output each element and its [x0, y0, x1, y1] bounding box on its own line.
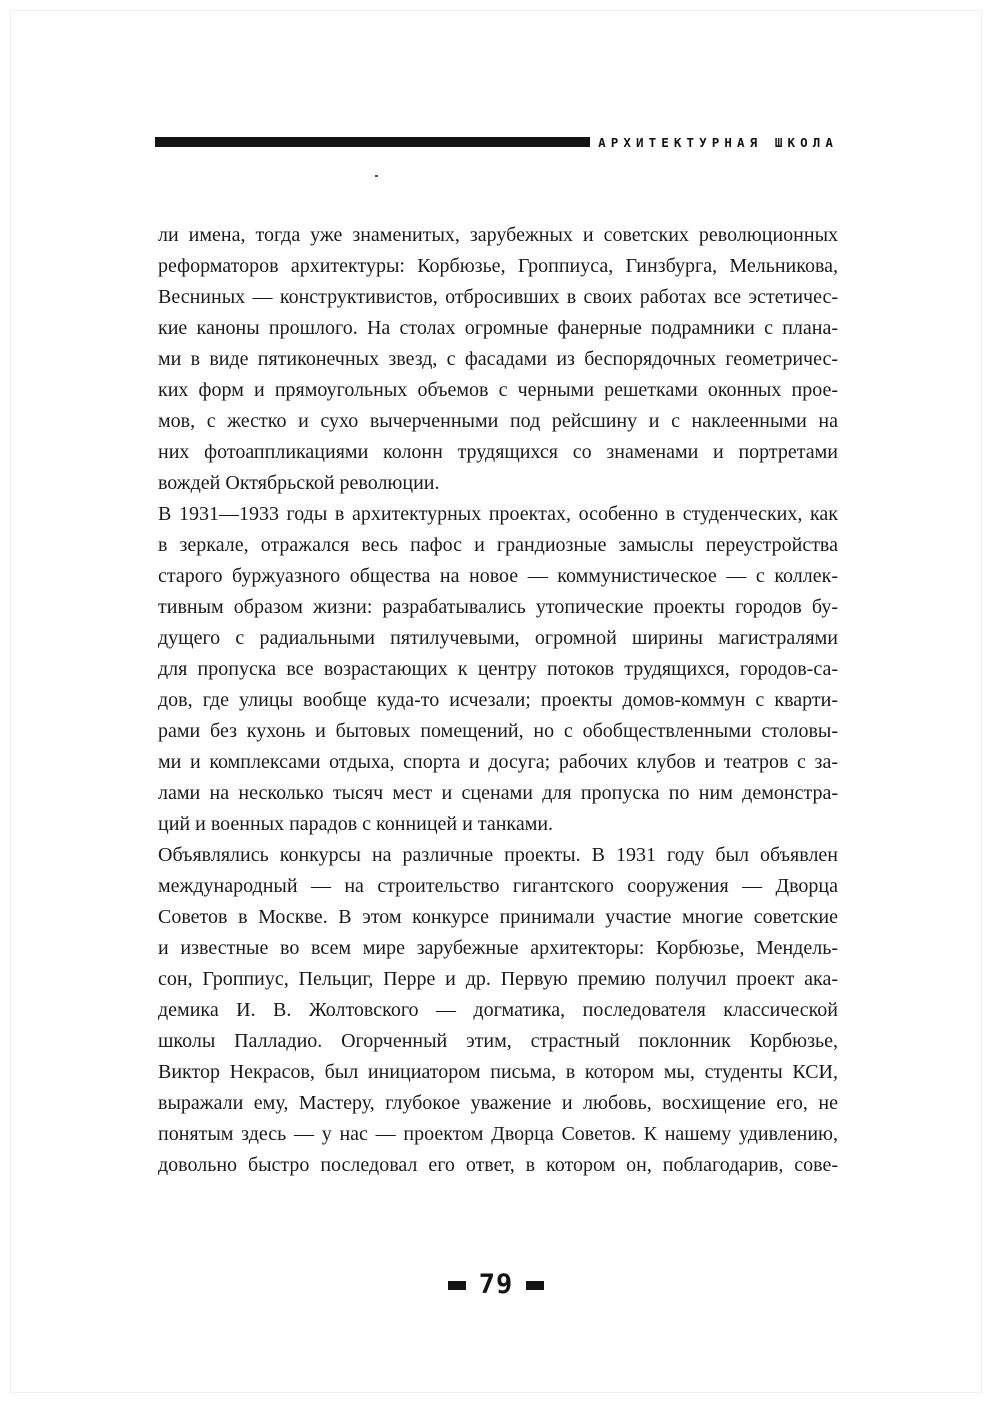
scan-speck [375, 175, 378, 177]
folio-bar-right [526, 1281, 544, 1290]
text-line: для пропуска все возрастающих к центру потоков трудящихся, городов-са- [158, 658, 838, 680]
running-title: АРХИТЕКТУРНАЯ ШКОЛА [598, 134, 838, 150]
text-line: старого буржуазного общества на новое — коммунистическое — с коллек- [158, 565, 838, 587]
text-line: лами на несколько тысяч мест и сценами для пропуска по ним демонстра- [158, 782, 838, 804]
text-line: кие каноны прошлого. На столах огромные фанерные подрамники с плана- [158, 317, 838, 339]
text-line: демика И. В. Жолтовского — догматика, последователя классической [158, 999, 838, 1021]
text-line: В 1931—1933 годы в архитектурных проектах, особенно в студенческих, как [158, 503, 838, 525]
text-line: дов, где улицы вообще куда-то исчезали; проекты домов-коммун с кварти- [158, 689, 838, 711]
text-line: школы Палладио. Огорченный этим, страстный поклонник Корбюзье, [158, 1030, 838, 1052]
text-line: Объявлялись конкурсы на различные проекты. В 1931 году был объявлен [158, 844, 838, 866]
text-line: международный — на строительство гигантского сооружения — Дворца [158, 875, 838, 897]
text-line: ких форм и прямоугольных объемов с черными решетками оконных прое- [158, 379, 838, 401]
text-line: сон, Гроппиус, Пельциг, Перре и др. Первую премию получил проект ака- [158, 968, 838, 990]
folio-bar-left [448, 1281, 466, 1290]
text-line: и известные во всем мире зарубежные архитекторы: Корбюзье, Мендель- [158, 937, 838, 959]
text-line: реформаторов архитектуры: Корбюзье, Гроппиуса, Гинзбурга, Мельникова, [158, 255, 838, 277]
text-line: рами без кухонь и бытовых помещений, но с обобществленными столовы- [158, 720, 838, 742]
text-line: выражали ему, Мастеру, глубокое уважение и любовь, восхищение его, не [158, 1092, 838, 1114]
text-line: мов, с жестко и сухо вычерченными под рейсшину и с наклеенными на [158, 410, 838, 432]
header-rule [155, 137, 590, 147]
text-line: довольно быстро последовал его ответ, в котором он, поблагодарив, сове- [158, 1154, 838, 1176]
text-line: ли имена, тогда уже знаменитых, зарубежных и советских революционных [158, 224, 838, 246]
text-line: вождей Октябрьской революции. [158, 472, 440, 494]
text-line: дущего с радиальными пятилучевыми, огромной ширины магистралями [158, 627, 838, 649]
body-text [158, 220, 838, 1181]
running-header [155, 134, 838, 150]
text-line: ми в виде пятиконечных звезд, с фасадами из беспорядочных геометричес- [158, 348, 838, 370]
text-line: ми и комплексами отдыха, спорта и досуга; рабочих клубов и театров с за- [158, 751, 838, 773]
text-line: тивным образом жизни: разрабатывались утопические проекты городов бу- [158, 596, 838, 618]
text-line: Виктор Некрасов, был инициатором письма, в котором мы, студенты КСИ, [158, 1061, 838, 1083]
text-line: понятым здесь — у нас — проектом Дворца Советов. К нашему удивлению, [158, 1123, 838, 1145]
text-line: в зеркале, отражался весь пафос и грандиозные замыслы переустройства [158, 534, 838, 556]
text-line: Советов в Москве. В этом конкурсе принимали участие многие советские [158, 906, 838, 928]
text-line: Весниных — конструктивистов, отбросивших в своих работах все эстетичес- [158, 286, 838, 308]
text-line: них фотоаппликациями колонн трудящихся со знаменами и портретами [158, 441, 838, 463]
page-footer [0, 1267, 992, 1303]
text-line: ций и военных парадов с конницей и танками. [158, 813, 554, 835]
page-number: 79 [478, 1269, 514, 1300]
